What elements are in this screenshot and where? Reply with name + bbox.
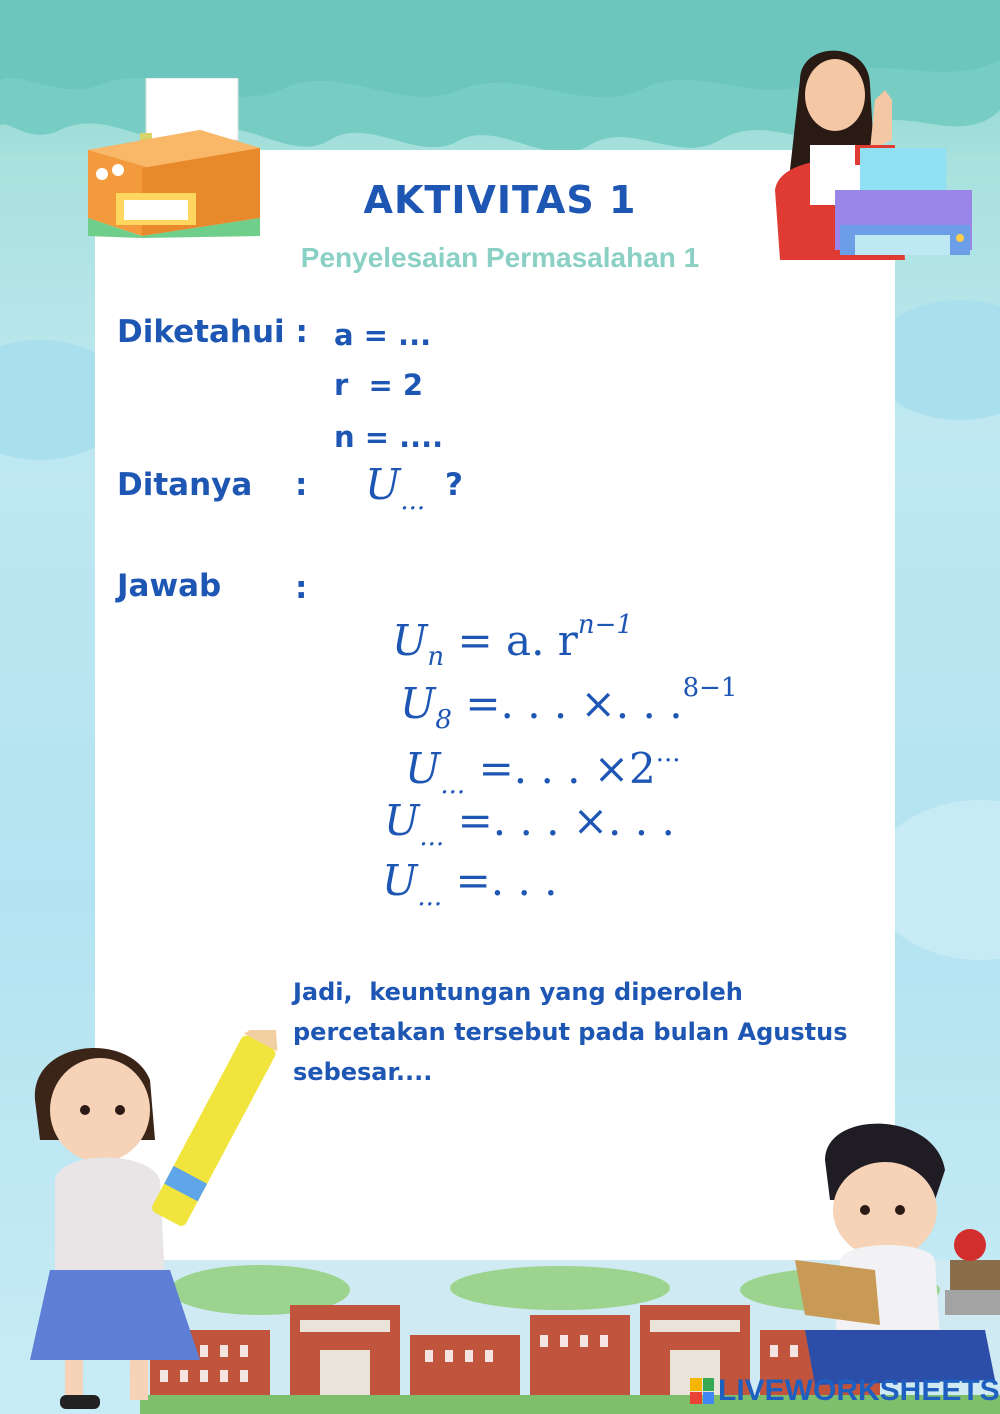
answer-label: Jawab [117, 568, 222, 604]
asked-symbol: U [365, 460, 401, 509]
answer-colon: : [295, 570, 308, 606]
page-subtitle: Penyelesaian Permasalahan 1 [300, 242, 700, 273]
equation-line-3: $U_{...}$ =. . . ×2... [405, 738, 681, 800]
watermark-text: LIVEWORKSHEETS [718, 1374, 1000, 1407]
asked-colon: : [295, 467, 308, 503]
question-mark: ? [445, 467, 463, 503]
asked-subscript: ... [400, 486, 426, 516]
asked-expression [365, 460, 425, 516]
equation-line-1: $U_n = a$. $r^{n-1}$ [392, 610, 633, 672]
known-r-value: r = 2 [334, 368, 424, 402]
liveworksheets-watermark [690, 1374, 1000, 1408]
known-label: Diketahui : [117, 314, 308, 350]
conclusion-line-3: sebesar.... [293, 1058, 433, 1086]
equation-line-2: $U_8$ =. . . ×. . .$^{8-1}$ [400, 673, 738, 735]
girl-pencil-illustration [20, 1030, 290, 1414]
asked-label: Ditanya [117, 467, 253, 503]
teacher-printer-illustration [760, 40, 980, 265]
page-title: AKTIVITAS 1 [363, 178, 637, 222]
known-n-value: n = .... [334, 420, 444, 454]
known-a-value: a = ... [334, 318, 432, 352]
liveworksheets-logo-icon [690, 1378, 714, 1404]
conclusion-line-2: percetakan tersebut pada bulan Agustus [293, 1018, 848, 1046]
boy-reading-illustration [785, 1110, 1000, 1400]
conclusion-line-1: Jadi, keuntungan yang diperoleh [293, 978, 743, 1006]
conclusion-text [293, 972, 893, 1092]
equation-line-5: $U_{...}$ =. . . [382, 856, 558, 912]
equation-line-4: $U_{...}$ =. . . ×. . . [384, 796, 675, 852]
